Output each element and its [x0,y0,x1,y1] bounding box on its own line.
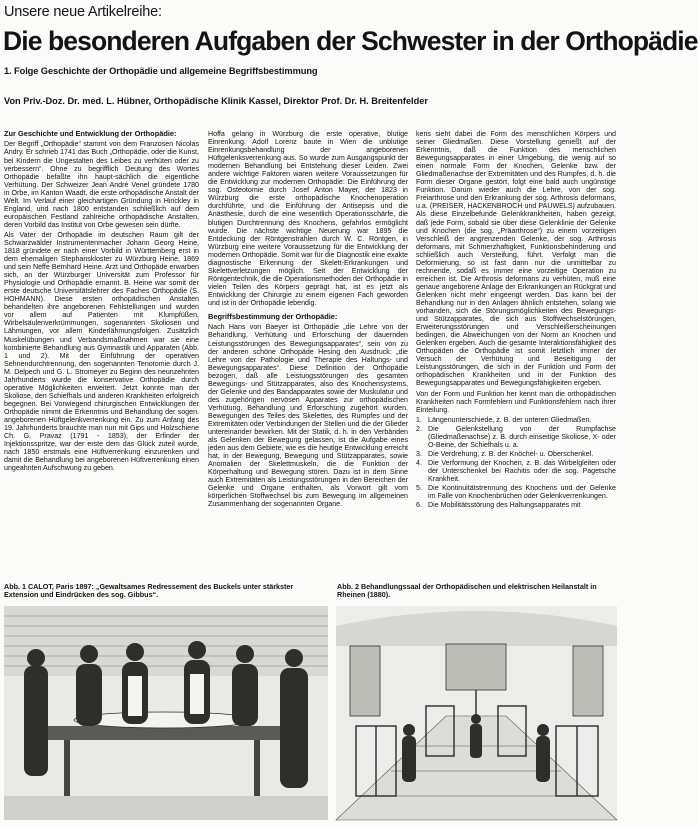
paragraph: Als Vater der Orthopädie im deutschen Raum gilt der Schwarzwälder Instrumentenmacher Johann Georg Heine, 1818 gründete er nach einer Vorbild in Württemberg erst in dem ehemaligen Stephanskloster zu Würzburg Heine, 1869 und sein Neffe Bernhard Heine. Arzt und Orthopäde erwarben sich, an der Würzburger Universität zum Professor für Physiologie und Orthopädie ernannt. B. Heine war somit der erste deutsche Universitätslehrer des Faches Orthopädie (S. HOHMANN). Diese ersten orthopädischen Anstalten behandelten ihre angeborenen Fehlstellungen und wurden vor allem auf Patienten mit Klumpfüßen, Wirbelsäulenverkrümmungen, sogenannten Skoliosen und Lähmungen, vor allem Kinderlähmungsfolgen. Zusätzlich Muskelübungen und Verbandsmaßnahmen war sie eine kombinierte Behandlung aus Gymnastik und Apparaten (Abb. 1 und 2). Mit der Einführung der operativen Sehnendurchtrennung, den sogenannten Tenotomie durch J. M. Delpech und G. L. Stromeyer zu Beginn des neunzehnten Jahrhunderts wurde die konservative Orthopädie durch operative Möglichkeiten erweitert. Jetzt konnte man der Skoliose, den Schiefhals und anderen Krankheiten erfolgreich begegnen. Bei Vorwiegend chirurgischen Entwicklungen der Orthopädie nimmt die Erkenntnis und Behandlung der sogen. angeborenen Hüftgelenkverrenkung ein. Zu zum Anfang des 19. Jahrhunderts brauchte man nun mit Gips und Holzschiene Ch. G. Pravaz (1791 - 1853), der Erfinder der Injektionsspritze, war der erste dem das Glück zuteil wurde, nach 1850 erstmals eine Hüftverrenkung einzurenken und damit die Behandlung bei angeborenen Hüftverrenkung einen ungeahnten Aufschwung zu geben. [4,230,199,473]
list-item: 4. Die Verformung der Knochen, z. B. das Wirbelgleiten oder der Unterschenkel bei Rachitis oder die sog. Pagetsche Krankheit. [416,458,616,483]
paragraph: kens sieht dabei die Form des menschlichen Körpers und seiner Gliedmaßen. Diese Vorstellung genießt auf der Erkenntnis, daß die Funktion des menschlichen Bewegungsapparates in einer Umgebung, die wenig auf so einen normale Form der Knochen, Gelenke bzw. der Gliedmaßenachse der Extremitäten und des Rumpfes, d. h. die Form dieser Organe gestört, folgt eine bald auch ungünstige Funktion. Darum wieder auch die Lehre, von der sog. Freiarthrose und den Erkrankung der sog. Arthrosis deformans, u.a. (PREISER, HACKENBROCH und PAUWELS) aufzubauen. Als diese Einzelbefunde Gelenkkrankheiten, haben gezeigt, daß jede Form, sobald sie über diese Gelenklinie der Gelenke und Knochen (die sog. „Präarthrose“) zu einem vorzeitigen Verschleiß der angrenzenden Gelenke, der sog. Arthrosis deformans, mit Schmerzhaftigkeit, Funktionsbehinderung und schließlich auch Versteifung, führt. Verfolgt man die Deformierung, so ist fast dann nur die unmittelbar zu rechnende, sodaß es immer eine vorzeitige Operation zu erreichen ist. Die Arthrosis deformans zu verhüten, muß eine genaue angeborene Anlage der Erkrankungen an Rückgrat und Gelenken nicht mehr eingeengt werden. Das kann bei der Behandlung nur in den Anlagen ähnlich entstehen, solang wie vorhanden, sich die Störungsmöglichkeiten des Bewegungs- und Stützapparates, die sich aus Stoffwechselstörungen, Erweiterungsstörungen und Verschleißerscheinungen bedingen, die Abweichungen von der Norm an Knochen und Gelenken ergeben. Auch die gesamte Interaktionsfähigkeit des Orthopäden die Orthopädie ist somit letztlich immer der Versuch der Verhütung und Beseitigung der Leistungsstörungen, die sich in der Funktion und Form der orthopädischen Krankheiten und in der Funktion des Bewegungsapparates und Bewegungsfähigkeiten ergeben. [416,130,616,388]
text-column-2 [208,130,408,580]
classification-list [416,416,616,510]
text-column-3 [416,130,616,580]
paragraph: Von der Form und Funktion her kennt man die orthopädischen Krankheiten nach Formfehlern und Funktionsfehlern nach ihrer Einteilung. [416,389,616,414]
section-heading-definition: Begriffsbestimmung der Orthopädie: [208,312,338,322]
series-kicker: Unsere neue Artikelreihe: [4,4,162,20]
paragraph: Hoffa gelang in Würzburg die erste operative, blutige Einrenkung. Adolf Lorenz baute in Wien die unblutige Einrenkungsbehandlung der angeborenen Hüftgelenksverrenkung aus. So wurde zum Ausgangspunkt der modernen Behandlung bei Entstehung dieser Leiden. Zwei andere wichtige Faktoren waren weitere Voraussetzungen für die Entwicklung zur modernen Orthopädie: Die Einführung der sog. Osteotomie durch Josef Anton Mayer, der 1823 in Würzburg die erste orthopädische Knochenoperation durchführte, und die Einführung der Antisepsis und die Anästhesie, durch die eine wesentlich Operationsschärfe, die blutigen Durchtrennung des Knochens, gefahrlos ermöglicht wurde. Die nächste wichtige Neuerung war 1895 die Entdeckung der Röntgenstrahlen durch W. C. Röntgen, in Würzburg eine weitere Voraussetzung für die Entwicklung der modernen Orthopädie. Somit war für die Diagnostik eine exakte diagnostische Erkennung der Skelett-Erkrankungen und Skelettverletzungen möglich. Seit der Entwicklung der Röntgentechnik, die die Operationsmethoden der Orthopädie in vielen Teilen des Körpers geprägt hat, ist es jetzt als Entwicklung der Chirurgie zu einem eigenen Fach geworden und ist in der Orthopädie lebendig. [208,130,408,307]
figure-2-caption: Abb. 2 Behandlungssaal der Orthopädischen und elektrischen Heilanstalt in Rheinen (1880). [337,582,597,600]
author-byline: Von Priv.-Doz. Dr. med. L. Hübner, Orthopädische Klinik Kassel, Direktor Prof. Dr. H. Breitenfelder [4,96,428,106]
article-headline: Die besonderen Aufgaben der Schwester in der Orthopädie [3,26,698,56]
article-subtitle: 1. Folge Geschichte der Orthopädie und allgemeine Begriffsbestimmung [4,66,318,76]
list-item: 1. Längenunterschiede, z. B. der unteren Gliedmaßen. [416,415,592,424]
figure-1-caption: Abb. 1 CALOT, Paris 1897: „Gewaltsames Redressement des Buckels unter stärkster Extension und Eindrücken des sog. Gibbus“. [4,582,294,600]
paragraph: Nach Hans von Baeyer ist Orthopädie „die Lehre von der Behandlung, Verhütung und Erforschung der dauernden Leistungsstörungen des Bewegungsapparates“, sein von zu der anderen schöne Orthopäde Hesing den Ausdruck: „die Lehre von der Pathologie und Therapie des Haltungs- und Bewegungsapparates“. Diese Definition der Orthopädie bezogen, daß alle Leistungsstörungen des gesamten Bewegungs- und Stützapparates, also des Knochensystems, der Gelenke und des Bandapparates sowie der Muskulatur und des zugehörigen nervösen Apparates zur orthopädischen Verhütung, Behandlung und Erforschung zugehört wurden. Bewegungen des Teiles des Skelettes, des Rumpfes und der Extremitäten oder Verbindungen der Stellen und die der Glieder untereinander bewirken. Mit der Statik, d. h. in den Verbänden als Gelenken der Bewegung gelassen, ist die Aufgabe eines jeden aus dem Gebiete, wie es die heutige Entwicklung erreicht hat, in der Bewegung, Bewegung und Stützapparates, sowie Anomalien der Skelettmuskeln, die die Funktion der Körperhaltung und Bewegung stören. Dazu ist in dem Sinne auch Extremitäten als Leistungsstörungen in den Bereichen der Gelenke und Organe enthalten, als Vorwort gilt vom körperlichen Stoffwechsel bis zum Bewegung im allgemeinen Zusammenhang der sogenannten Organe. [208,323,408,509]
figure-1-engraving [4,606,328,820]
list-item: 5. Die Kontinuitätstrennung des Knochens und der Gelenke im Falle von Knochenbrüchen oder Gelenkverrenkungen. [416,484,616,501]
list-item: 3. Die Verdrehung, z. B. der Knöchel- u. Oberschenkel. [416,449,594,458]
list-item: 2. Die Gelenkstellung von der Rumpfachse (Gliedmaßenachse) z. B. durch einseitige Skoliose, X- oder O-Beine, der Schiefhals u. a. [416,424,616,449]
list-item: 6. Die Mobilitätsstörung des Haltungsapparates mit [416,501,581,510]
figure-2-engraving [336,606,617,820]
text-column-1 [4,130,199,580]
paragraph: Der Begriff „Orthopädie“ stammt von dem Franzosen Nicolas Andry. Er schrieb 1741 das Buch „Orthopädie, oder die Kunst, bei Kindern die Ungestalten des Leibes zu verhüten oder zu verbessern“. Ohne zu begrifflich Deutung des Wortes Orthopädie befaßte ihn haupt-sächlich die eigentliche Verhütung. Der Schweizer Jean André Venel gründete 1780 in Orbe, im Kanton Waadt, die erste orthopädische Anstalt der Welt. Im Verlauf einer gleichartigen Gründung in Hinckley in England, und nach 1800 entstanden schließlich auf dem europäischen Festland zahlreiche orthopädische Anstalten, deren Vorbild das Institut von Orbe gewesen sein dürfte. [4,140,199,229]
section-heading-history: Zur Geschichte und Entwicklung der Orthopädie: [4,129,177,138]
